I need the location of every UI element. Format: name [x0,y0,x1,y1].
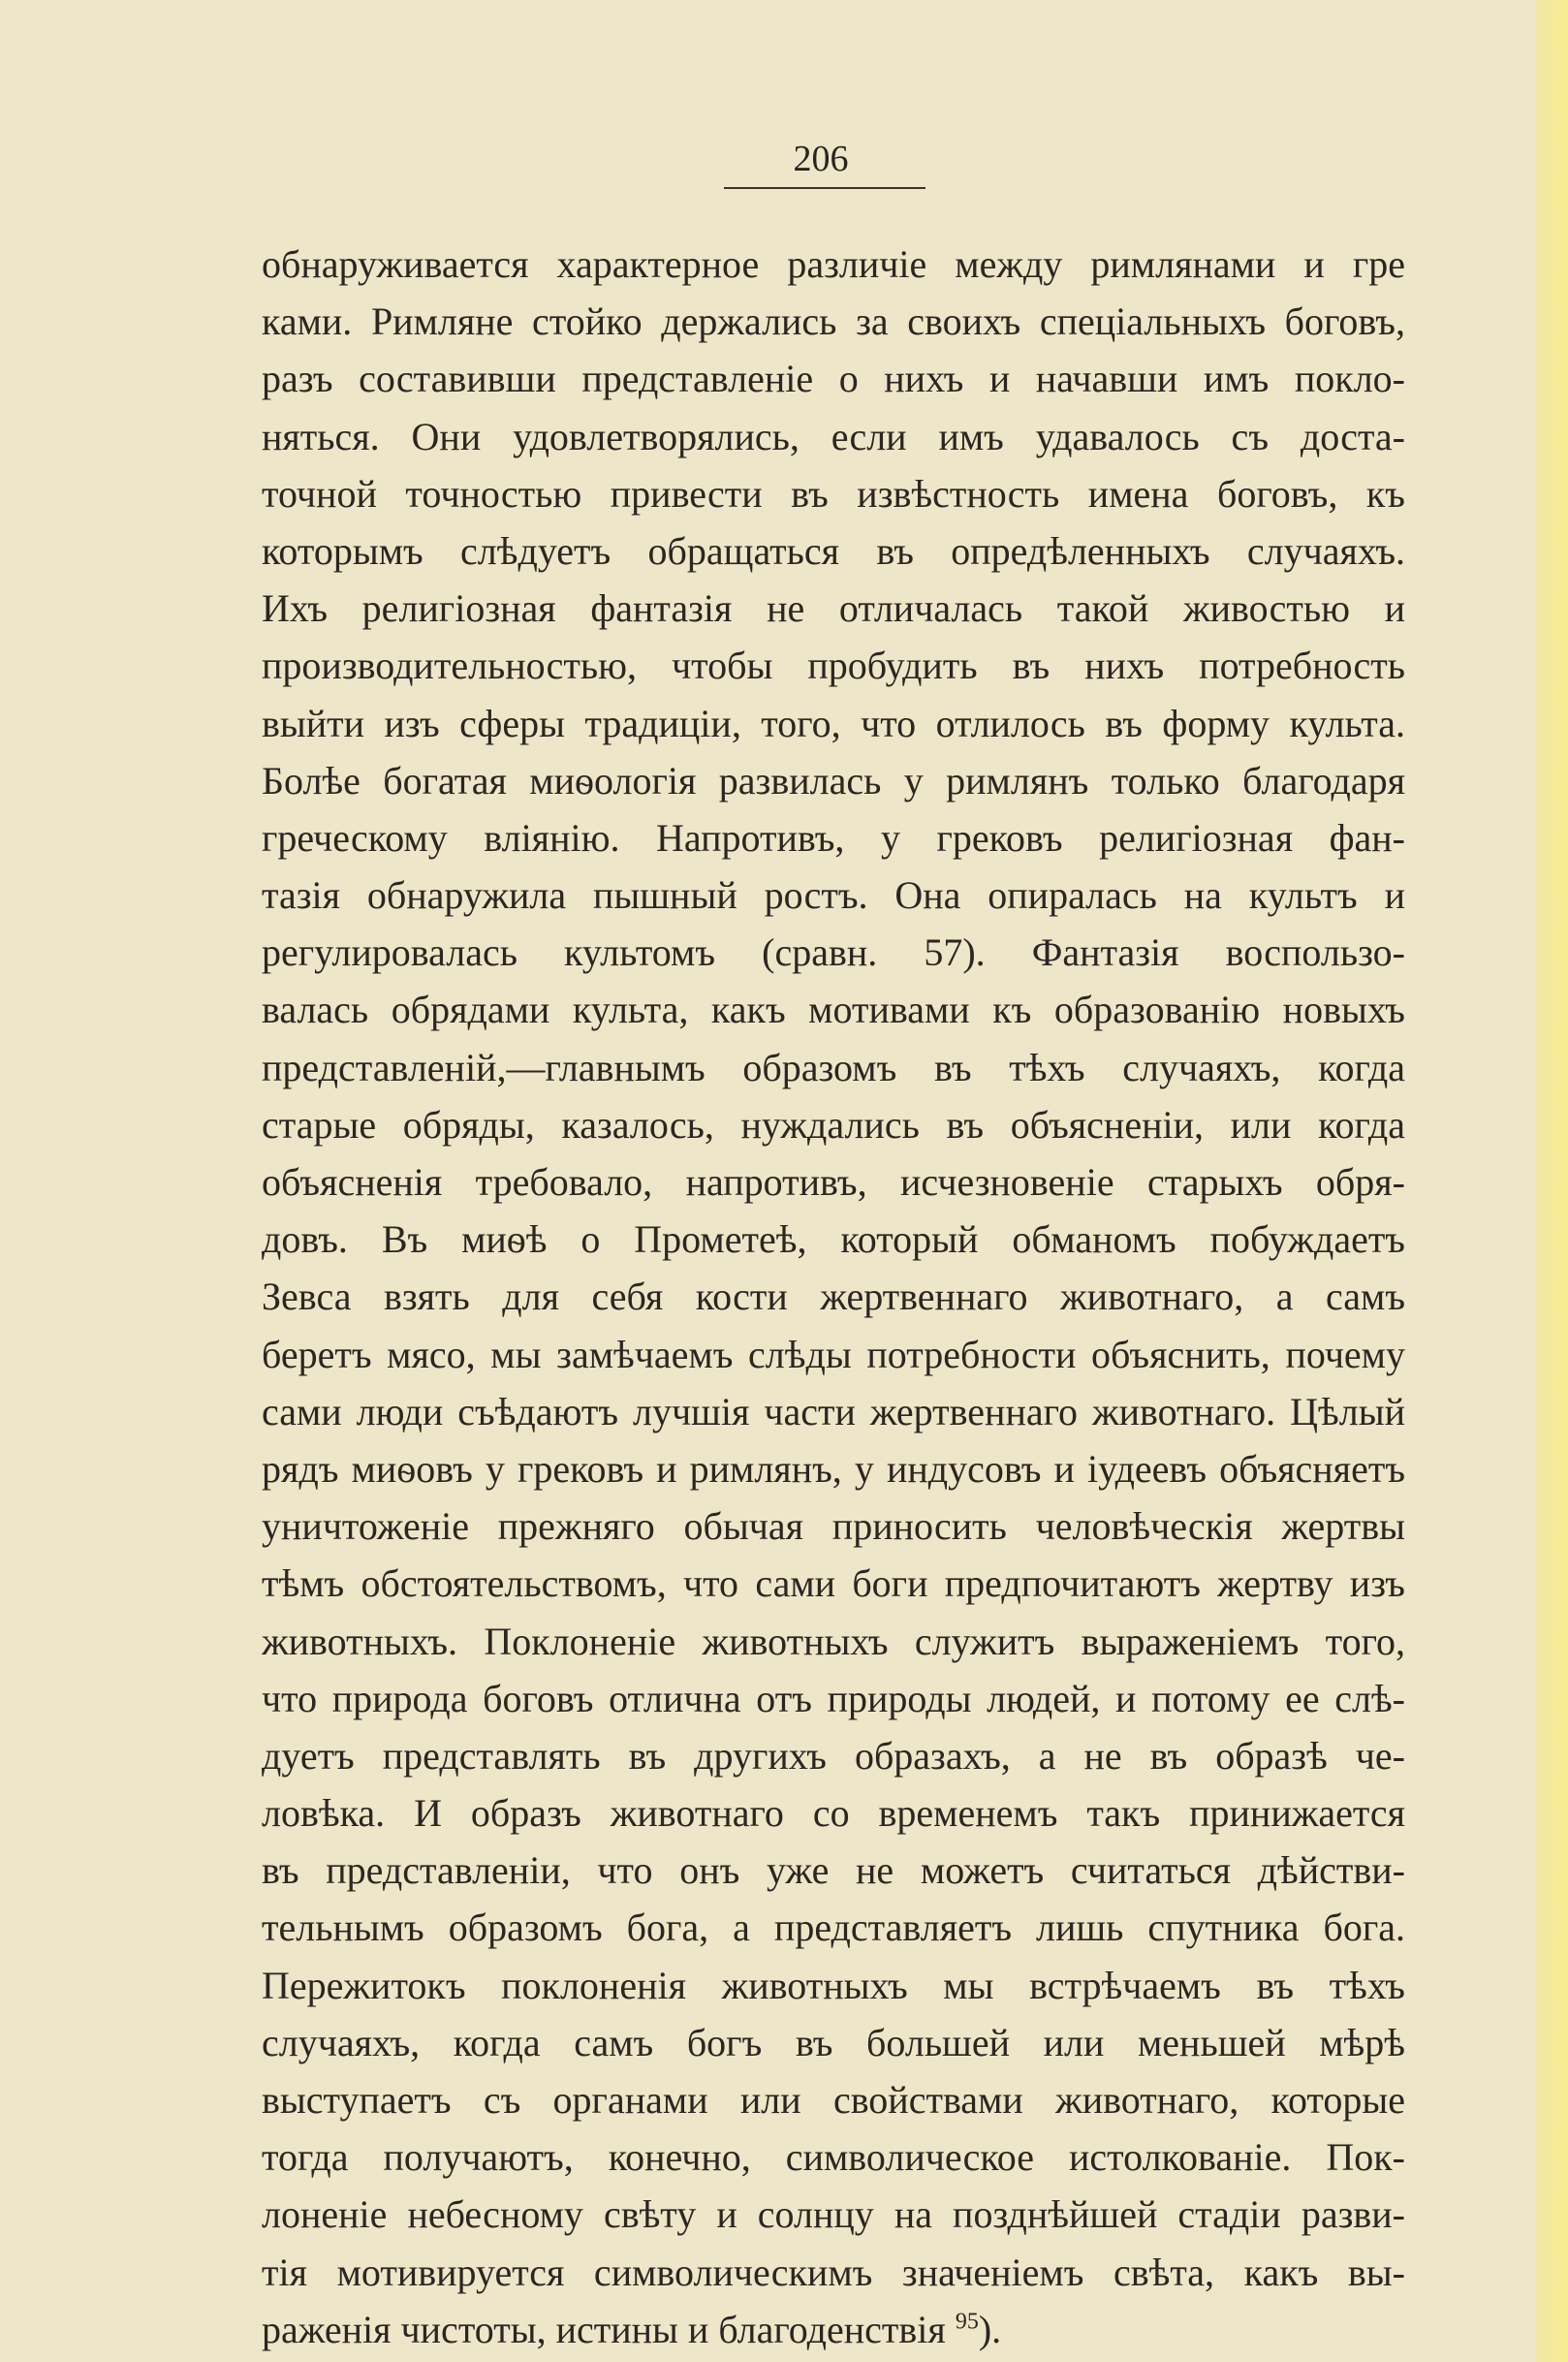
text-line: разъ составивши представленіе о нихъ и начавши имъ покло- [262,357,1405,401]
text-line: тельнымъ образомъ бога, а представляетъ лишь спутника бога. [262,1905,1405,1950]
text-line: Зевса взять для себя кости жертвеннаго животнаго, а самъ [262,1275,1405,1319]
text-line: тазія обнаружила пышный ростъ. Она опиралась на культъ и [262,873,1405,918]
text-line: тѣмъ обстоятельствомъ, что сами боги предпочитаютъ жертву изъ [262,1561,1405,1606]
text-line: которымъ слѣдуетъ обращаться въ опредѣленныхъ случаяхъ. [262,528,1405,573]
text-line: ками. Римляне стойко держались за своихъ спеціальныхъ боговъ, [262,299,1405,344]
text-line: объясненія требовало, напротивъ, исчезновеніе старыхъ обря- [262,1160,1405,1204]
page-number: 206 [793,139,849,179]
text-line: выступаетъ съ органами или свойствами животнаго, которые [262,2078,1405,2122]
text-line: беретъ мясо, мы замѣчаемъ слѣды потребности объяснить, почему [262,1332,1405,1376]
last-line-end: ). [978,2307,1002,2351]
footnote-reference: 95 [955,2309,979,2335]
text-line: Болѣе богатая миѳологія развилась у римлянъ только благодаря [262,758,1405,803]
text-line: въ представленіи, что онъ уже не можетъ считаться дѣйстви- [262,1848,1405,1893]
text-line: случаяхъ, когда самъ богъ въ большей или меньшей мѣрѣ [262,2020,1405,2064]
text-line: дуетъ представлять въ другихъ образахъ, а не въ образѣ че- [262,1733,1405,1778]
text-line: Ихъ религіозная фантазія не отличалась такой живостью и [262,586,1405,631]
text-line: Пережитокъ поклоненія животныхъ мы встрѣчаемъ въ тѣхъ [262,1963,1405,2007]
text-line: тогда получаютъ, конечно, символическое истолкованіе. Пок- [262,2135,1405,2180]
text-line: выйти изъ сферы традиціи, того, что отлилось въ форму культа. [262,701,1405,745]
text-line: лоненіе небесному свѣту и солнцу на позднѣйшей стадіи разви- [262,2192,1405,2237]
text-line: уничтоженіе прежняго обычая приносить человѣческія жертвы [262,1504,1405,1549]
text-line: греческому вліянію. Напротивъ, у грековъ религіозная фан- [262,815,1405,860]
text-line: представленій,—главнымъ образомъ въ тѣхъ случаяхъ, когда [262,1045,1405,1089]
text-line: ловѣка. И образъ животнаго со временемъ такъ принижается [262,1791,1405,1836]
text-line: рядъ миѳовъ у грековъ и римлянъ, у индусовъ и іудеевъ объясняетъ [262,1446,1405,1491]
body-text [262,236,1405,2358]
text-line: няться. Они удовлетворялись, если имъ удавалось съ доста- [262,414,1405,458]
text-line: довъ. Въ миѳѣ о Прометеѣ, который обманомъ побуждаетъ [262,1217,1405,1262]
text-line: сами люди съѣдаютъ лучшія части жертвеннаго животнаго. Цѣлый [262,1389,1405,1433]
text-line: что природа боговъ отлична отъ природы людей, и потому ее слѣ- [262,1676,1405,1720]
last-line-text: раженія чистоты, истины и благоденствія [262,2307,956,2351]
text-line: тія мотивируется символическимъ значеніемъ свѣта, какъ вы- [262,2250,1405,2294]
text-line: регулировалась культомъ (сравн. 57). Фантазія воспользо- [262,930,1405,975]
page-edge [1535,0,1568,2362]
text-line: животныхъ. Поклоненіе животныхъ служитъ выраженіемъ того, [262,1619,1405,1663]
text-line: старые обряды, казалось, нуждались въ объясненіи, или когда [262,1102,1405,1147]
text-line: производительностью, чтобы пробудить въ нихъ потребность [262,644,1405,688]
text-line: обнаруживается характерное различіе между римлянами и гре [262,242,1405,286]
text-line: точной точностью привести въ извѣстность имена боговъ, къ [262,471,1405,516]
text-line: валась обрядами культа, какъ мотивами къ образованію новыхъ [262,988,1405,1032]
header-rule [724,187,925,189]
last-text-line [262,2301,1405,2358]
